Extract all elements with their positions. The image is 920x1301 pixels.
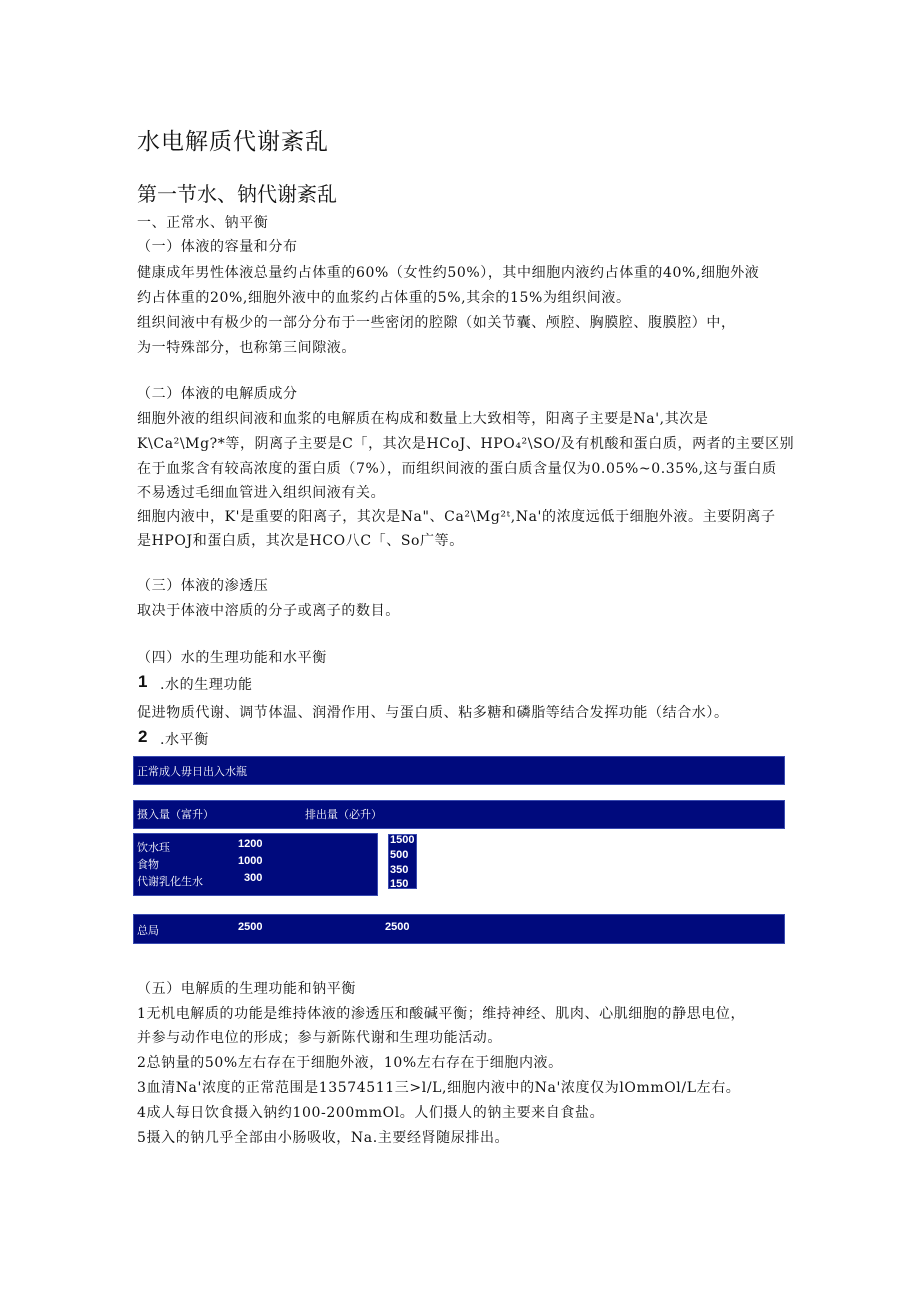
table-row-label: 饮水珏 — [137, 842, 170, 854]
table-caption: 正常成人毋日出入水瓶 — [137, 766, 247, 778]
table-row-value: 300 — [244, 872, 263, 884]
table-row-value: 1200 — [238, 838, 263, 850]
text-line: 细胞外液的组织间液和血浆的电解质在构成和数量上大致相等，阳离子主要是Na',其次是 — [137, 411, 709, 427]
table-total-bar — [133, 914, 785, 944]
output-value: 500 — [390, 849, 409, 861]
document-title: 水电解质代谢紊乱 — [137, 129, 329, 155]
table-row-label: 代谢乳化生水 — [137, 876, 203, 888]
heading-osmotic-pressure: （三）体液的渗透压 — [137, 578, 269, 594]
table-caption-bar — [133, 756, 785, 785]
table-header-bar — [133, 800, 785, 829]
output-values-block — [388, 834, 417, 889]
text-line: 细胞内液中，K'是重要的阳离子，其次是Na"、Ca²\Mg²ᵗ,Na'的浓度远低于细胞外液。主要阴离子 — [137, 509, 776, 525]
text-line: K\Ca²\Mg?*等，阴离子主要是C「，其次是HCoJ、HPO₄²\SO/及有机酸和蛋白质，两者的主要区别 — [137, 436, 795, 452]
text-line: 取决于体液中溶质的分子或离子的数目。 — [137, 603, 400, 619]
list-heading: .水平衡 — [160, 732, 209, 748]
total-label: 总局 — [137, 925, 159, 937]
section-heading: 第一节水、钠代谢紊乱 — [137, 182, 337, 206]
column-header-intake: 摄入量（富升） — [137, 809, 214, 821]
text-line: 5摄入的钠几乎全部由小肠吸收，Na.主要经肾随尿排出。 — [137, 1130, 510, 1146]
text-line: 健康成年男性体液总量约占体重的60%（女性约50%），其中细胞内液约占体重的40%,细胞外液 — [137, 265, 760, 281]
table-row-value: 1000 — [238, 855, 263, 867]
heading-volume-distribution: （一）体液的容量和分布 — [137, 239, 298, 255]
table-row-label: 食物 — [137, 859, 159, 871]
text-line: 为一特殊部分，也称第三间隙液。 — [137, 340, 356, 356]
list-heading: .水的生理功能 — [160, 677, 253, 693]
column-header-output: 排出量（必升） — [305, 809, 382, 821]
text-line: 并参与动作电位的形成；参与新陈代谢和生理功能活动。 — [137, 1030, 502, 1046]
text-line: 组织间液中有极少的一部分分布于一些密闭的腔隙（如关节囊、颅腔、胸膜腔、腹膜腔）中， — [137, 315, 736, 331]
text-line: 促进物质代谢、调节体温、润滑作用、与蛋白质、粘多糖和磷脂等结合发挥功能（结合水）。 — [137, 705, 729, 721]
heading-electrolyte-composition: （二）体液的电解质成分 — [137, 386, 298, 402]
output-value: 1500 — [390, 834, 415, 846]
text-line: 4成人每日饮食摄入钠约100-200mmOl。人们摄人的钠主要来自食盐。 — [137, 1105, 605, 1121]
text-line: 1无机电解质的功能是维持体液的渗透压和酸碱平衡；维持神经、肌肉、心肌细胞的静思电位， — [137, 1006, 746, 1022]
text-line: 2总钠量的50%左右存在于细胞外液，10%左右存在于细胞内液。 — [137, 1055, 563, 1071]
text-line: 是HPOJ和蛋白质，其次是HCO八C「、So广等。 — [137, 533, 464, 549]
output-value: 150 — [390, 878, 409, 889]
total-intake-value: 2500 — [238, 921, 263, 933]
output-value: 350 — [390, 864, 409, 876]
heading-electrolyte-function: （五）电解质的生理功能和钠平衡 — [137, 981, 356, 997]
list-number: 1 — [138, 672, 148, 691]
list-number: 2 — [138, 727, 148, 746]
text-line: 在于血浆含有较高浓度的蛋白质（7%），而组织间液的蛋白质含量仅为0.05%~0.35%,这与蛋白质 — [137, 461, 777, 477]
total-output-value: 2500 — [385, 921, 410, 933]
intake-rows-block — [133, 833, 378, 896]
text-line: 3血清Na'浓度的正常范围是13574511三>l/L,细胞内液中的Na'浓度仅为lOmmOl/L左右。 — [137, 1080, 741, 1096]
heading-water-function: （四）水的生理功能和水平衡 — [137, 650, 327, 666]
subsection-heading: 一、正常水、钠平衡 — [137, 215, 269, 231]
text-line: 不易透过毛细血管进入组织间液有关。 — [137, 485, 386, 501]
text-line: 约占体重的20%,细胞外液中的血浆约占体重的5%,其余的15%为组织间液。 — [137, 290, 631, 306]
